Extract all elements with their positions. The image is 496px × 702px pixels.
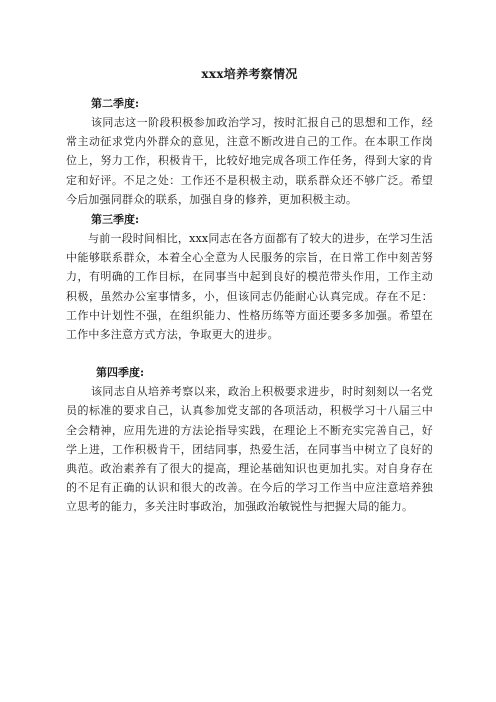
section-heading-q2: 第二季度: (91, 97, 140, 110)
section-body-q2: 该同志这一阶段积极参加政治学习，按时汇报自己的思想和工作，经常主动征求党内外群众的意见，注意不断改进自己的工作。在本职工作岗位上，努力工作，积极肯干，比较好地完成各项工作任务，得到大家的肯定和好评。不足之处：工作还不是积极主动，联系群众还不够广泛。希望今后加强同群众的联系，加强自身的修养，更加积极主动。 (66, 116, 433, 206)
document-title: xxx培养考察情况 (201, 67, 298, 81)
section-body-q3: 与前一段时间相比，xxx同志在各方面都有了较大的进步，在学习生活中能够联系群众，本着全心全意为人民服务的宗旨，在日常工作中刻苦努力，有明确的工作目标，在同事当中起到良好的模范带头作用，工作主动积极，虽然办公室事情多，小，但该同志仍能耐心认真完成。存在不足：工作中计划性不强，在组织能力、性格历练等方面还要多多加强。希望在工作中多注意方式方法，争取更大的进步。 (66, 232, 433, 342)
section-q3 (66, 211, 433, 344)
document-page (66, 60, 433, 517)
section-heading-q3: 第三季度: (91, 213, 140, 227)
section-body-q4: 该同志自从培养考察以来，政治上积极要求进步，时时刻刻以一名党员的标准的要求自己，认真参加党支部的各项活动，积极学习十八届三中全会精神，应用先进的方法论指导实践，在理论上不断充实完善自己，好学上进，工作积极肯干，团结同事，热爱生活，在同事当中树立了良好的典范。政治素养有了很大的提高，理论基础知识也更加扎实。对自身存在的不足有正确的认识和很大的改善。在今后的学习工作当中应注意培养独立思考的能力，多关注时事政治，加强政治敏锐性与把握大局的能力。 (66, 385, 433, 514)
section-q4 (66, 364, 433, 516)
section-q2 (66, 95, 433, 209)
section-heading-q4: 第四季度: (96, 366, 145, 380)
